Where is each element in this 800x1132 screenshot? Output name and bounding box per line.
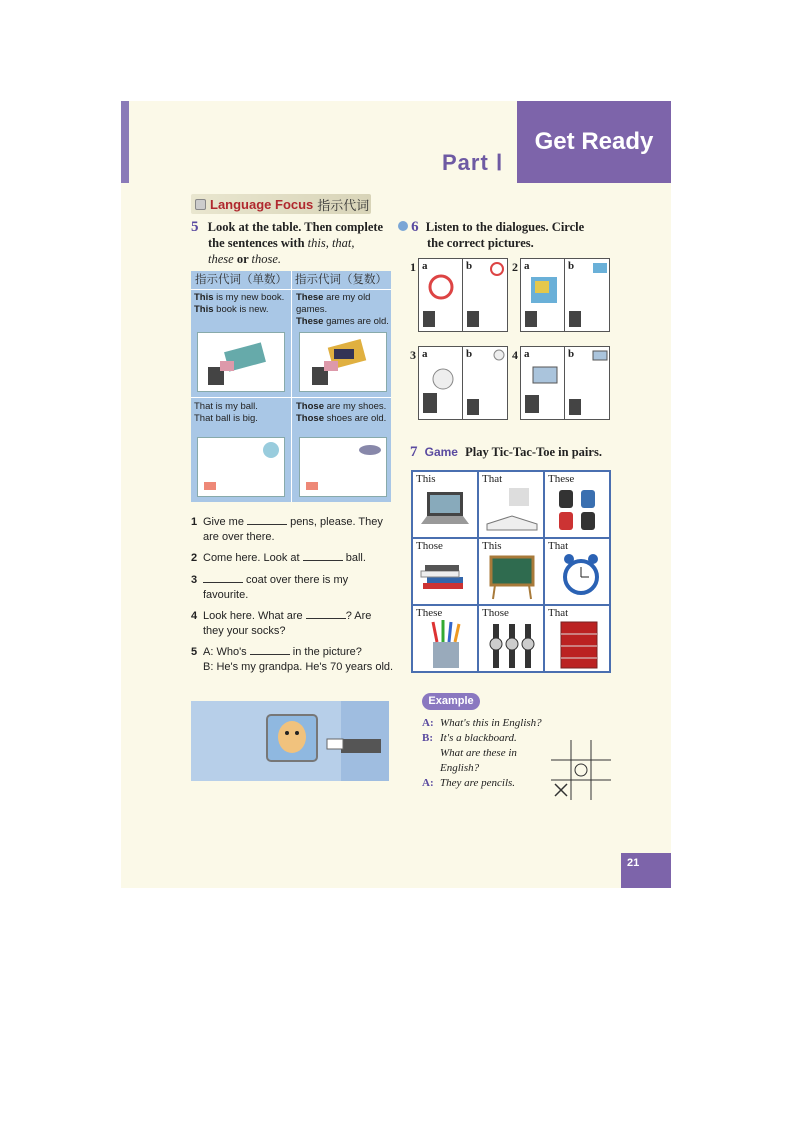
table-cell: This is my new book. This book is new. <box>194 292 285 315</box>
sentence-4: 4 Look here. What are ? Are they your socks? <box>191 610 372 637</box>
sentence-5: 5 A: Who's in the picture? B: He's my grandpa. He's 70 years old. <box>191 646 394 673</box>
section-title: Get Ready <box>517 101 671 183</box>
listen-pair-3: a b <box>418 346 508 420</box>
cd-icon <box>398 221 408 231</box>
ex5-number: 5 <box>191 219 199 235</box>
ex6-item-number: 2 <box>512 260 518 274</box>
table-header-plural: 指示代词（复数） <box>295 274 387 286</box>
tic-tac-toe-sketch <box>551 740 611 800</box>
picture-scene <box>191 701 389 781</box>
answer-blank[interactable] <box>303 550 343 561</box>
table-cell: That is my ball. That ball is big. <box>194 401 258 424</box>
table-cell: These are my old games. These games are old. <box>296 292 389 327</box>
part-label: Part Ⅰ <box>442 150 504 175</box>
tic-tac-toe-grid <box>411 470 611 673</box>
listen-pair-1: a b <box>418 258 508 332</box>
option-a[interactable] <box>521 259 564 331</box>
header-accent-bar <box>121 101 129 183</box>
option-a[interactable] <box>521 347 564 419</box>
ex6-item-number: 3 <box>410 348 416 362</box>
ex5-instruction: 5 Look at the table. Then complete the sentences with this, that, these or those. <box>191 219 384 266</box>
listen-pair-2: a b <box>520 258 610 332</box>
answer-blank[interactable] <box>250 644 290 655</box>
option-a[interactable] <box>419 347 462 419</box>
ex6-number: 6 <box>411 219 419 235</box>
option-b[interactable] <box>565 347 609 419</box>
sentence-1: 1 Give me pens, please. They are over there. <box>191 516 383 543</box>
grid-cell-clock[interactable]: That <box>544 538 610 605</box>
answer-blank[interactable] <box>247 514 287 525</box>
answer-blank[interactable] <box>203 572 243 583</box>
sentence-3: 3 coat over there is my favourite. <box>191 574 349 601</box>
table-header-singular: 指示代词（单数） <box>195 274 287 286</box>
option-b[interactable] <box>463 347 507 419</box>
ex6-instruction: 6 Listen to the dialogues. Circle the correct pictures. <box>398 219 613 251</box>
grid-cell-book[interactable]: That <box>478 471 544 538</box>
grid-cell-blackboard[interactable]: This <box>478 538 544 605</box>
option-b[interactable] <box>463 259 507 331</box>
grid-cell-pencils[interactable]: These <box>412 605 478 672</box>
book-picture <box>197 332 285 392</box>
pronoun-table <box>191 271 391 502</box>
option-b[interactable] <box>565 259 609 331</box>
ex7-instruction: 7 Game Play Tic-Tac-Toe in pairs. <box>410 444 602 460</box>
language-focus-title: Language Focus <box>210 196 314 212</box>
table-cell: Those are my shoes. Those shoes are old. <box>296 401 387 424</box>
grid-cell-bags[interactable]: These <box>544 471 610 538</box>
grid-cell-watches[interactable]: Those <box>478 605 544 672</box>
grid-cell-laptop[interactable]: This <box>412 471 478 538</box>
listen-pair-4: a b <box>520 346 610 420</box>
language-focus-cn: 指示代词 <box>317 197 370 213</box>
ex7-number: 7 <box>410 444 418 460</box>
option-a[interactable] <box>419 259 462 331</box>
games-picture <box>299 332 387 392</box>
language-focus-heading <box>191 194 371 214</box>
grid-cell-books-stack[interactable]: Those <box>412 538 478 605</box>
sentence-2: 2 Come here. Look at ball. <box>191 552 366 564</box>
language-focus-icon <box>195 199 206 210</box>
ex6-item-number: 1 <box>410 260 416 274</box>
ex6-item-number: 4 <box>512 348 518 362</box>
example-badge: Example <box>422 693 480 710</box>
shoes-picture <box>299 437 387 497</box>
page-number: 21 <box>621 853 671 888</box>
ball-picture <box>197 437 285 497</box>
answer-blank[interactable] <box>306 608 346 619</box>
grid-cell-bookshelf[interactable]: That <box>544 605 610 672</box>
example-dialogue: A: What's this in English? B: It's a blackboard. What are these in English? A: They are pencils. <box>422 717 542 789</box>
